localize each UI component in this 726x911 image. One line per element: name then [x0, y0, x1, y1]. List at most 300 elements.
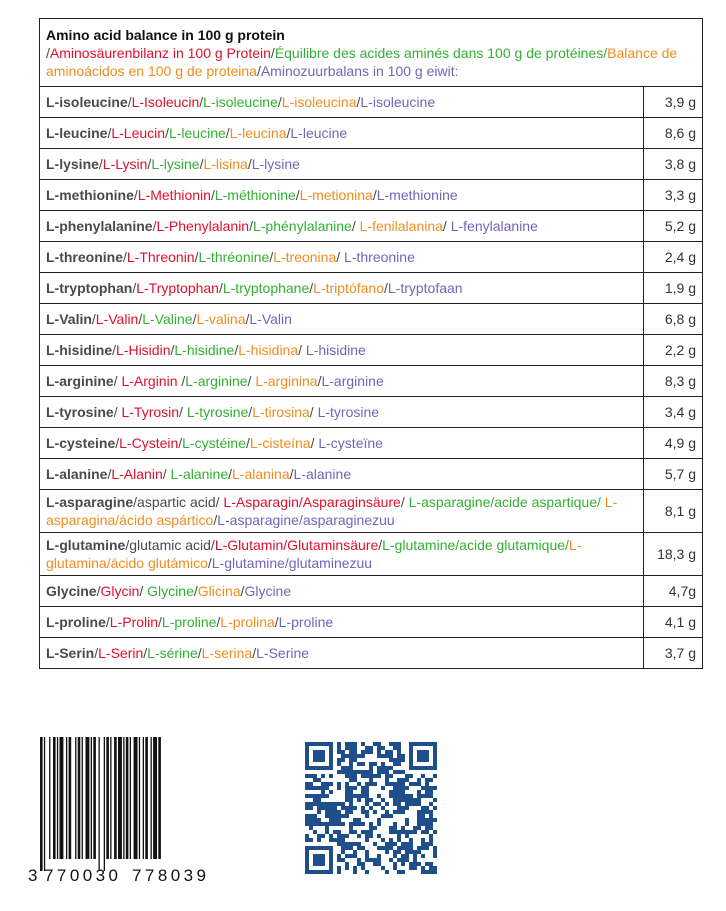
qr-module — [329, 834, 333, 838]
qr-module — [317, 810, 321, 814]
qr-module — [405, 802, 409, 806]
qr-module — [401, 830, 405, 834]
qr-module — [357, 754, 361, 758]
amino-acid-name-cell — [40, 576, 644, 607]
subtitle-part-sep: / — [256, 63, 261, 79]
qr-finder-pattern — [313, 750, 325, 762]
qr-module — [401, 826, 405, 830]
amino-acid-name-nl: Glycine — [244, 583, 292, 599]
amino-acid-name-cell — [40, 180, 644, 211]
qr-module — [401, 810, 405, 814]
barcode-bar — [126, 737, 129, 859]
qr-module — [369, 782, 373, 786]
qr-module — [417, 850, 421, 854]
qr-module — [413, 782, 417, 786]
qr-module — [397, 758, 401, 762]
qr-module — [341, 822, 345, 826]
qr-module — [361, 742, 365, 746]
amino-acid-name-cell — [40, 335, 644, 366]
qr-module — [353, 770, 357, 774]
qr-module — [317, 794, 321, 798]
table-row — [40, 397, 703, 428]
qr-module — [405, 846, 409, 850]
qr-module — [385, 750, 389, 754]
qr-module — [381, 746, 385, 750]
qr-module — [377, 802, 381, 806]
qr-module — [425, 782, 429, 786]
amino-acid-name-sep: / — [96, 583, 101, 599]
amino-acid-name-fr: L-glutamine/acide glutamique/ — [382, 537, 569, 553]
qr-module — [373, 810, 377, 814]
qr-module — [433, 774, 437, 778]
amino-acid-name-sep: / — [309, 280, 314, 296]
qr-module — [397, 794, 401, 798]
qr-module — [393, 758, 397, 762]
qr-module — [385, 754, 389, 758]
qr-module — [353, 750, 357, 754]
qr-module — [353, 794, 357, 798]
amino-acid-name-cell — [40, 273, 644, 304]
qr-module — [389, 782, 393, 786]
qr-module — [413, 802, 417, 806]
qr-finder-pattern — [313, 854, 325, 866]
qr-module — [393, 742, 397, 746]
qr-module — [353, 774, 357, 778]
qr-module — [389, 814, 393, 818]
qr-module — [425, 842, 429, 846]
qr-module — [389, 790, 393, 794]
amino-acid-name-sep: / — [249, 218, 253, 234]
qr-module — [349, 762, 353, 766]
qr-module — [353, 758, 357, 762]
qr-module — [413, 798, 417, 802]
amino-acid-name-en: L-lysine — [46, 156, 99, 172]
subtitle-part-fr: Équilibre des acides aminés dans 100 g de protéines/ — [274, 45, 608, 61]
amino-acid-name-cell — [40, 242, 644, 273]
amino-acid-amount: 3,9 g — [644, 87, 703, 118]
qr-module — [337, 770, 341, 774]
qr-module — [417, 814, 421, 818]
header-row — [40, 19, 703, 87]
qr-module — [337, 742, 341, 746]
qr-module — [309, 838, 313, 842]
amino-acid-name-sep: / — [138, 311, 143, 327]
qr-module — [373, 742, 377, 746]
amino-acid-name-nl: L-lysine — [251, 156, 300, 172]
qr-module — [409, 850, 413, 854]
qr-module — [429, 834, 433, 838]
amino-acid-name-es: L-cisteína — [249, 435, 311, 451]
qr-module — [381, 762, 385, 766]
qr-module — [361, 794, 365, 798]
amino-acid-name-sep: / — [216, 614, 221, 630]
qr-module — [397, 782, 401, 786]
qr-module — [429, 802, 433, 806]
table-row — [40, 607, 703, 638]
barcode-bar — [78, 737, 81, 859]
amino-acid-name-de: L-Methionin — [137, 187, 211, 203]
qr-module — [377, 766, 381, 770]
qr-module — [361, 762, 365, 766]
qr-module — [337, 758, 341, 762]
qr-module — [429, 838, 433, 842]
qr-module — [349, 750, 353, 754]
qr-module — [405, 774, 409, 778]
barcode-bar — [123, 737, 124, 859]
qr-module — [413, 850, 417, 854]
amino-acid-name-sep: / — [400, 494, 409, 510]
amino-acid-name-en: L-glutamine — [46, 537, 126, 553]
qr-module — [377, 818, 381, 822]
qr-module — [393, 850, 397, 854]
amino-acid-name-sep: / — [107, 466, 112, 482]
amino-acid-name-fr: L-isoleucine — [203, 94, 278, 110]
qr-module — [345, 794, 349, 798]
qr-module — [389, 794, 393, 798]
amino-acid-name-en: L-hisidine — [46, 342, 113, 358]
qr-module — [425, 794, 429, 798]
amino-acid-name-nl: L-Valin — [249, 311, 292, 327]
qr-module — [389, 758, 393, 762]
amino-acid-name-en: L-Serin — [46, 645, 95, 661]
qr-module — [337, 818, 341, 822]
qr-module — [309, 806, 313, 810]
qr-module — [417, 846, 421, 850]
amino-acid-name-sep: / — [194, 249, 199, 265]
qr-module — [409, 798, 413, 802]
qr-module — [345, 742, 349, 746]
qr-module — [401, 806, 405, 810]
qr-module — [385, 802, 389, 806]
qr-module — [325, 814, 329, 818]
qr-module — [349, 842, 353, 846]
amino-acid-name-sep: / — [383, 280, 388, 296]
qr-module — [353, 818, 357, 822]
qr-module — [345, 806, 349, 810]
barcode-bar — [158, 737, 161, 859]
amino-acid-table-body — [40, 19, 703, 669]
qr-module — [353, 746, 357, 750]
qr-module — [329, 814, 333, 818]
amino-acid-amount: 3,8 g — [644, 149, 703, 180]
amino-acid-name-sep: / — [356, 94, 361, 110]
qr-module — [393, 842, 397, 846]
qr-module — [329, 818, 333, 822]
qr-module — [417, 778, 421, 782]
amino-acid-name-es: L-lisina — [203, 156, 248, 172]
amino-acid-name-sep: / — [336, 249, 345, 265]
qr-module — [393, 794, 397, 798]
qr-module — [369, 778, 373, 782]
qr-module — [325, 802, 329, 806]
qr-module — [421, 822, 425, 826]
qr-module — [349, 786, 353, 790]
qr-module — [397, 750, 401, 754]
qr-module — [385, 774, 389, 778]
qr-module — [417, 782, 421, 786]
qr-module — [393, 790, 397, 794]
qr-module — [321, 790, 325, 794]
amino-acid-amount: 3,4 g — [644, 397, 703, 428]
qr-module — [397, 754, 401, 758]
qr-module — [337, 814, 341, 818]
qr-module — [337, 866, 341, 870]
qr-module — [313, 774, 317, 778]
amino-acid-name-es: L-triptófano — [313, 280, 384, 296]
qr-module — [433, 830, 437, 834]
qr-module — [361, 786, 365, 790]
qr-module — [421, 846, 425, 850]
amino-acid-name-nl: L-proline — [278, 614, 334, 630]
qr-module — [325, 794, 329, 798]
qr-module — [381, 766, 385, 770]
table-row — [40, 638, 703, 669]
qr-module — [401, 862, 405, 866]
qr-module — [409, 846, 413, 850]
qr-module — [421, 870, 425, 874]
table-subtitle — [46, 44, 696, 80]
qr-module — [361, 866, 365, 870]
qr-module — [361, 806, 365, 810]
qr-module — [345, 834, 349, 838]
amino-acid-amount: 4,1 g — [644, 607, 703, 638]
amino-acid-name-en2: /glutamic acid/ — [125, 537, 215, 553]
amino-acid-name-es: L-alanina — [232, 466, 290, 482]
qr-module — [349, 774, 353, 778]
qr-module — [397, 846, 401, 850]
qr-module — [329, 822, 333, 826]
qr-module — [401, 770, 405, 774]
amino-acid-name-es: L-fenilalanina — [359, 218, 443, 234]
amino-acid-name-es: L-prolina — [220, 614, 275, 630]
amino-acid-name-de: L-Lysin — [102, 156, 148, 172]
barcode-bar — [57, 737, 58, 859]
qr-module — [393, 802, 397, 806]
qr-module — [397, 762, 401, 766]
amino-acid-name-sep: / — [351, 218, 360, 234]
qr-module — [353, 742, 357, 746]
qr-module — [377, 742, 381, 746]
qr-module — [381, 866, 385, 870]
table-row — [40, 428, 703, 459]
qr-module — [381, 838, 385, 842]
barcode-bar — [151, 737, 152, 859]
amino-acid-name-sep: / — [170, 342, 175, 358]
qr-module — [361, 830, 365, 834]
qr-module — [309, 782, 313, 786]
qr-module — [365, 774, 369, 778]
qr-module — [397, 810, 401, 814]
qr-module — [325, 782, 329, 786]
qr-module — [397, 786, 401, 790]
qr-module — [405, 854, 409, 858]
amino-acid-name-en: L-phenylalanine — [46, 218, 153, 234]
qr-module — [337, 842, 341, 846]
amino-acid-name-de: Glycin — [100, 583, 140, 599]
qr-module — [421, 814, 425, 818]
qr-module — [413, 830, 417, 834]
qr-module — [389, 838, 393, 842]
amino-acid-name-nl: L-isoleucine — [360, 94, 436, 110]
amino-acid-name-sep: / — [289, 466, 294, 482]
qr-module — [393, 826, 397, 830]
qr-module — [433, 846, 437, 850]
qr-module — [421, 854, 425, 858]
qr-module — [425, 810, 429, 814]
qr-module — [357, 770, 361, 774]
qr-module — [405, 858, 409, 862]
table-row — [40, 576, 703, 607]
amino-acid-name-cell — [40, 533, 644, 576]
qr-module — [429, 862, 433, 866]
amino-acid-name-es: L-isoleucina — [281, 94, 357, 110]
amino-acid-name-nl: L-Serine — [256, 645, 310, 661]
qr-finder-pattern — [417, 750, 429, 762]
qr-module — [317, 834, 321, 838]
qr-module — [389, 742, 393, 746]
amino-acid-name-es: L-leucina — [229, 125, 287, 141]
qr-module — [405, 822, 409, 826]
qr-module — [389, 846, 393, 850]
qr-module — [317, 786, 321, 790]
amino-acid-name-es: L-hisidina — [238, 342, 299, 358]
amino-acid-name-sep: / — [192, 311, 197, 327]
qr-module — [357, 846, 361, 850]
amino-acid-name-sep: / — [139, 583, 148, 599]
qr-module — [385, 810, 389, 814]
amino-acid-name-en: L-arginine — [46, 373, 114, 389]
qr-module — [417, 818, 421, 822]
qr-module — [421, 838, 425, 842]
amino-acid-amount: 8,3 g — [644, 366, 703, 397]
amino-acid-name-sep: / — [234, 342, 239, 358]
amino-acid-amount: 3,7 g — [644, 638, 703, 669]
qr-module — [313, 802, 317, 806]
table-row — [40, 211, 703, 242]
qr-module — [353, 778, 357, 782]
qr-module — [433, 870, 437, 874]
qr-module — [341, 838, 345, 842]
qr-module — [405, 778, 409, 782]
qr-module — [377, 754, 381, 758]
qr-module — [425, 862, 429, 866]
qr-module — [365, 786, 369, 790]
amino-acid-name-fr: L-sérine — [147, 645, 198, 661]
qr-module — [373, 774, 377, 778]
amino-acid-name-nl: L-cysteïne — [318, 435, 383, 451]
qr-module — [353, 830, 357, 834]
amino-acid-name-es: L-metionina — [299, 187, 373, 203]
qr-module — [397, 858, 401, 862]
qr-module — [337, 810, 341, 814]
amino-acid-table — [39, 18, 703, 669]
amino-acid-name-sep: / — [143, 645, 148, 661]
barcode-bar — [93, 737, 96, 859]
qr-module — [317, 802, 321, 806]
amino-acid-name-fr: L-arginine — [185, 373, 248, 389]
qr-module — [309, 774, 313, 778]
qr-module — [377, 774, 381, 778]
qr-module — [381, 770, 385, 774]
qr-module — [393, 762, 397, 766]
amino-acid-amount: 3,3 g — [644, 180, 703, 211]
amino-acid-name-sep: / — [91, 311, 96, 327]
qr-module — [345, 774, 349, 778]
amino-acid-name-sep: / — [274, 614, 279, 630]
qr-module — [393, 810, 397, 814]
qr-module — [333, 822, 337, 826]
qr-module — [397, 806, 401, 810]
amino-acid-name-nl: L-arginine — [321, 373, 384, 389]
amino-acid-name-de: L-Prolin — [109, 614, 159, 630]
qr-module — [345, 790, 349, 794]
amino-acid-name-de: L-Glutamin/Glutaminsäure — [214, 537, 379, 553]
barcode-bar — [75, 737, 76, 859]
qr-module — [321, 822, 325, 826]
qr-module — [377, 750, 381, 754]
qr-module — [401, 870, 405, 874]
qr-module — [317, 822, 321, 826]
amino-acid-name-sep: / — [199, 156, 204, 172]
amino-acid-amount: 6,8 g — [644, 304, 703, 335]
qr-module — [433, 866, 437, 870]
subtitle-part-es: Balance de aminoácidos en 100 g de proteina — [46, 45, 678, 79]
amino-acid-name-sep: / — [132, 280, 137, 296]
qr-module — [397, 746, 401, 750]
qr-module — [365, 854, 369, 858]
amino-acid-name-sep: / — [442, 218, 451, 234]
qr-module — [413, 858, 417, 862]
qr-module — [325, 830, 329, 834]
amino-acid-name-sep: / — [310, 435, 319, 451]
qr-module — [425, 822, 429, 826]
qr-module — [385, 842, 389, 846]
qr-module — [397, 830, 401, 834]
qr-module — [337, 854, 341, 858]
qr-module — [397, 742, 401, 746]
qr-module — [405, 850, 409, 854]
amino-acid-name-sep: / — [123, 249, 127, 265]
qr-module — [345, 770, 349, 774]
qr-module — [401, 782, 405, 786]
qr-module — [425, 818, 429, 822]
qr-module — [341, 834, 345, 838]
qr-module — [421, 774, 425, 778]
qr-module — [377, 858, 381, 862]
qr-module — [365, 798, 369, 802]
qr-module — [401, 846, 405, 850]
qr-module — [337, 834, 341, 838]
qr-module — [429, 794, 433, 798]
amino-acid-amount: 8,1 g — [644, 490, 703, 533]
qr-module — [353, 850, 357, 854]
qr-module — [361, 846, 365, 850]
barcode-bar — [66, 737, 67, 859]
amino-acid-name-sep: / — [277, 94, 282, 110]
amino-acid-name-sep: / — [178, 435, 183, 451]
amino-acid-name-sep: / — [247, 373, 256, 389]
amino-acid-name-en: L-isoleucine — [46, 94, 128, 110]
amino-acid-name-en: Glycine — [46, 583, 97, 599]
table-row — [40, 533, 703, 576]
amino-acid-name-sep: / — [113, 404, 122, 420]
qr-module — [409, 842, 413, 846]
qr-module — [409, 774, 413, 778]
amino-acid-name-cell — [40, 87, 644, 118]
qr-module — [337, 802, 341, 806]
amino-acid-name-de: L-Isoleucin — [131, 94, 200, 110]
amino-acid-name-cell — [40, 459, 644, 490]
